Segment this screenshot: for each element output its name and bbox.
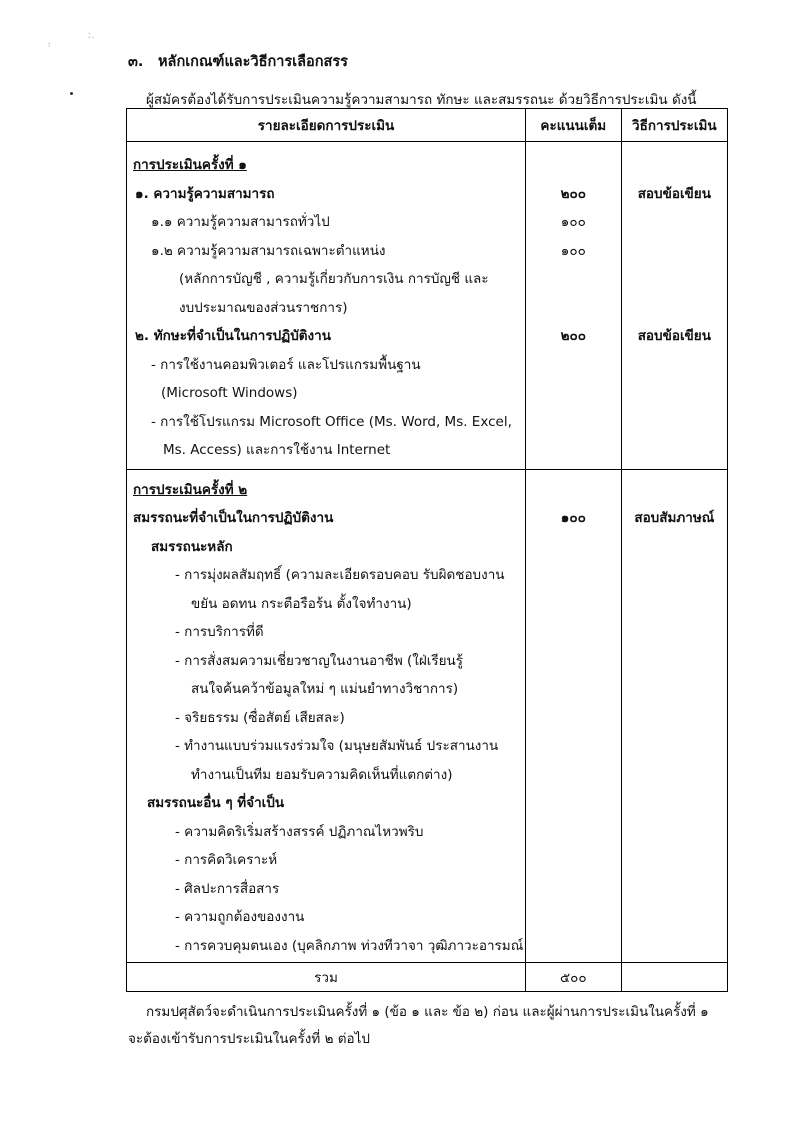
skills-score: ๒๐๐ (560, 328, 586, 344)
knowledge-method: สอบข้อเขียน (637, 185, 711, 202)
scan-dot (70, 92, 73, 95)
section-title: หลักเกณฑ์และวิธีการเลือกสรร (158, 54, 348, 70)
core-item-1-cont: ขยัน อดทน กระตือรือร้น ตั้งใจทำงาน) (191, 595, 412, 612)
round1-scores (525, 142, 621, 470)
skills-item2: - การใช้โปรแกรม Microsoft Office (Ms. Word, Ms. Excel, (151, 413, 512, 430)
total-row (127, 963, 728, 992)
competency-method: สอบสัมภาษณ์ (634, 510, 715, 526)
round2-details (127, 469, 526, 963)
core-item-5: - ทำงานแบบร่วมแรงร่วมใจ (มนุษยสัมพันธ์ ประสานงาน (175, 738, 499, 754)
scan-mark-right: ː. (88, 30, 95, 41)
knowledge-sub2-score: ๑๐๐ (560, 242, 586, 259)
closing-line1: กรมปศุสัตว์จะดำเนินการประเมินครั้งที่ ๑ (ข้อ ๑ และ ข้อ ๒) ก่อน และผู้ผ่านการประเมินในครั้งที่ ๑ (146, 1004, 709, 1020)
knowledge-note-line2: งบประมาณของส่วนราชการ) (179, 299, 348, 316)
other-item-5: - การควบคุมตนเอง (บุคลิกภาพ ท่วงทีวาจา วุฒิภาวะอารมณ์ (175, 937, 524, 954)
knowledge-score: ๒๐๐ (560, 185, 586, 202)
header-full-score: คะแนนเต็ม (525, 109, 621, 142)
round2-methods (621, 469, 727, 963)
core-competency-label: สมรรถนะหลัก (151, 538, 233, 555)
core-item-5-cont: ทำงานเป็นทีม ยอมรับความคิดเห็นที่แตกต่าง) (191, 766, 453, 783)
knowledge-label: ๑. ความรู้ความสามารถ (135, 185, 275, 202)
core-item-2: - การบริการที่ดี (175, 624, 264, 640)
other-item-2: - การคิดวิเคราะห์ (175, 852, 278, 868)
round1-title: การประเมินครั้งที่ ๑ (133, 157, 247, 173)
header-method: วิธีการประเมิน (621, 109, 727, 142)
other-item-4: - ความถูกต้องของงาน (175, 909, 305, 925)
skills-item2-cont: Ms. Access) และการใช้งาน Internet (163, 442, 391, 458)
round1-methods (621, 142, 727, 470)
core-item-4: - จริยธรรม (ซื่อสัตย์ เสียสละ) (175, 709, 345, 726)
intro-text: ผู้สมัครต้องได้รับการประเมินความรู้ความสามารถ ทักษะ และสมรรถนะ ด้วยวิธีการประเมิน ดังนี้ (146, 92, 697, 108)
evaluation-table (126, 108, 728, 992)
section-number: ๓. (128, 54, 144, 70)
knowledge-note-line1: (หลักการบัญชี , ความรู้เกี่ยวกับการเงิน การบัญชี และ (179, 271, 489, 287)
round1-block (127, 142, 728, 470)
other-competency-label: สมรรถนะอื่น ๆ ที่จำเป็น (147, 795, 285, 811)
scan-mark-left: ፡ (48, 40, 51, 51)
knowledge-sub1-score: ๑๐๐ (560, 214, 586, 230)
knowledge-sub1-label: ๑.๑ ความรู้ความสามารถทั่วไป (151, 214, 330, 230)
knowledge-sub2-label: ๑.๒ ความรู้ความสามารถเฉพาะตำแหน่ง (151, 242, 386, 259)
competency-label: สมรรถนะที่จำเป็นในการปฏิบัติงาน (133, 510, 334, 526)
competency-score: ๑๐๐ (560, 510, 586, 526)
other-item-3: - ศิลปะการสื่อสาร (175, 880, 280, 897)
round1-details (127, 142, 526, 470)
core-item-1: - การมุ่งผลสัมฤทธิ์ (ความละเอียดรอบคอบ รับผิดชอบงาน (175, 567, 505, 583)
total-score: ๕๐๐ (525, 963, 621, 992)
skills-method: สอบข้อเขียน (637, 328, 711, 344)
round2-title: การประเมินครั้งที่ ๒ (133, 481, 248, 498)
section-heading (128, 50, 348, 73)
header-details: รายละเอียดการประเมิน (127, 109, 526, 142)
skills-label: ๒. ทักษะที่จำเป็นในการปฏิบัติงาน (135, 328, 331, 344)
skills-item1-cont: (Microsoft Windows) (161, 385, 298, 401)
core-item-3: - การสั่งสมความเชี่ยวชาญในงานอาชีพ (ใฝ่เรียนรู้ (175, 652, 464, 669)
round2-scores (525, 469, 621, 963)
skills-item1: - การใช้งานคอมพิวเตอร์ และโปรแกรมพื้นฐาน (151, 356, 421, 373)
total-method-empty (621, 963, 727, 992)
core-item-3-cont: สนใจค้นคว้าข้อมูลใหม่ ๆ แม่นยำทางวิชาการ) (191, 681, 459, 697)
total-label: รวม (127, 963, 526, 992)
round2-block (127, 469, 728, 963)
other-item-1: - ความคิดริเริ่มสร้างสรรค์ ปฏิภาณไหวพริบ (175, 823, 424, 840)
table-header-row (127, 109, 728, 142)
closing-line2: จะต้องเข้ารับการประเมินในครั้งที่ ๒ ต่อไป (128, 1031, 370, 1047)
